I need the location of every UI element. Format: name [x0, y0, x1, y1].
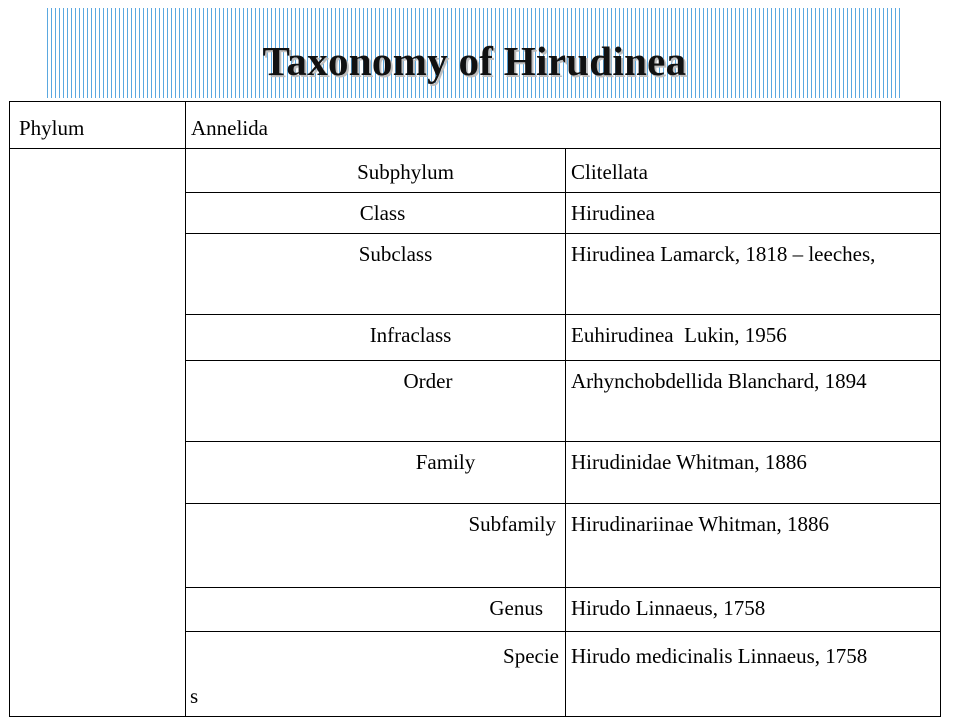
rank-species: [186, 632, 566, 717]
page-title: Taxonomy of Hirudinea: [262, 38, 687, 84]
rank-subclass: Subclass: [186, 234, 566, 315]
name-infraclass: Euhirudinea Lukin, 1956: [566, 315, 941, 361]
name-subphylum: Clitellata: [566, 149, 941, 193]
title-banner: [47, 8, 902, 98]
name-species: Hirudo medicinalis Linnaeus, 1758: [566, 632, 941, 717]
name-order: Arhynchobdellida Blanchard, 1894: [566, 361, 941, 442]
rank-genus: Genus: [186, 588, 566, 632]
rank-subfamily: Subfamily: [186, 504, 566, 588]
table-row-subphylum: [10, 149, 941, 193]
rank-species-part1: Specie: [503, 644, 559, 668]
rank-family: Family: [186, 442, 566, 504]
name-phylum: Annelida: [186, 102, 941, 149]
rank-class: Class: [186, 193, 566, 234]
name-subclass: Hirudinea Lamarck, 1818 – leeches,: [566, 234, 941, 315]
rank-order: Order: [186, 361, 566, 442]
taxonomy-table: [9, 101, 941, 717]
rank-phylum: Phylum: [10, 102, 186, 149]
rank-species-part2: s: [190, 684, 199, 708]
rank-infraclass: Infraclass: [186, 315, 566, 361]
empty-indent-cell: [10, 149, 186, 717]
name-subfamily: Hirudinariinae Whitman, 1886: [566, 504, 941, 588]
rank-subphylum: Subphylum: [186, 149, 566, 193]
table-row-phylum: [10, 102, 941, 149]
name-genus: Hirudo Linnaeus, 1758: [566, 588, 941, 632]
name-class: Hirudinea: [566, 193, 941, 234]
name-family: Hirudinidae Whitman, 1886: [566, 442, 941, 504]
